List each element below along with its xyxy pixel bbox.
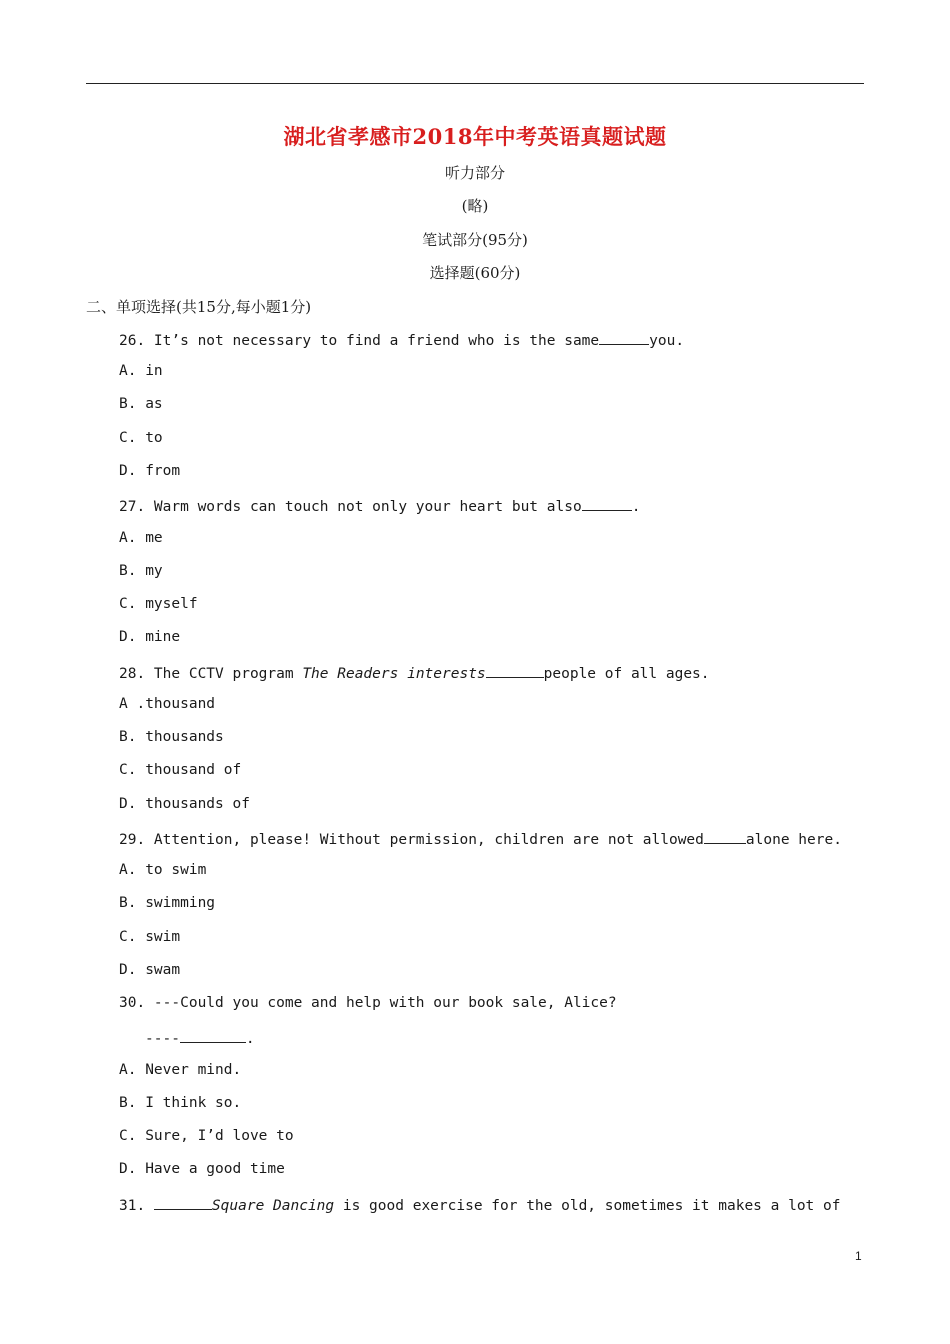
question-28: 28. The CCTV program The Readers interests people of all ages. bbox=[119, 663, 710, 682]
option-26-a: A. in bbox=[119, 363, 163, 379]
option-27-d: D. mine bbox=[119, 629, 181, 645]
option-30-b: B. I think so. bbox=[119, 1095, 242, 1111]
section-heading: 二、单项选择(共15分,每小题1分) bbox=[86, 298, 312, 316]
option-30-d: D. Have a good time bbox=[119, 1161, 285, 1177]
option-29-d: D. swam bbox=[119, 962, 181, 978]
question-30-reply: ---- . bbox=[145, 1028, 255, 1047]
option-28-a: A .thousand bbox=[119, 696, 216, 712]
option-26-b: B. as bbox=[119, 396, 163, 412]
option-26-d: D. from bbox=[119, 463, 181, 479]
answer-blank bbox=[486, 663, 544, 678]
option-27-a: A. me bbox=[119, 530, 163, 546]
option-28-d: D. thousands of bbox=[119, 796, 250, 812]
written-heading: 笔试部分(95分) bbox=[422, 231, 528, 249]
option-29-b: B. swimming bbox=[119, 895, 216, 911]
listening-omitted: (略) bbox=[461, 197, 489, 215]
exam-title: 湖北省孝感市2018年中考英语真题试题 bbox=[283, 124, 667, 149]
listening-heading: 听力部分 bbox=[444, 164, 505, 182]
option-28-c: C. thousand of bbox=[119, 762, 242, 778]
option-27-b: B. my bbox=[119, 563, 163, 579]
option-30-c: C. Sure, I’d love to bbox=[119, 1128, 294, 1144]
page-number: 1 bbox=[855, 1249, 862, 1263]
question-26: 26. It’s not necessary to find a friend who is the same you. bbox=[119, 330, 684, 349]
question-30: 30. ---Could you come and help with our book sale, Alice? bbox=[119, 995, 617, 1011]
answer-blank bbox=[154, 1195, 212, 1210]
option-29-a: A. to swim bbox=[119, 862, 207, 878]
header-rule bbox=[86, 83, 864, 84]
option-27-c: C. myself bbox=[119, 596, 198, 612]
answer-blank bbox=[180, 1028, 246, 1043]
question-29: 29. Attention, please! Without permission, children are not allowed alone here. bbox=[119, 829, 842, 848]
option-28-b: B. thousands bbox=[119, 729, 224, 745]
question-27: 27. Warm words can touch not only your heart but also . bbox=[119, 496, 640, 515]
option-30-a: A. Never mind. bbox=[119, 1062, 242, 1078]
question-31: 31. Square Dancing is good exercise for the old, sometimes it makes a lot of bbox=[119, 1195, 840, 1214]
choice-heading: 选择题(60分) bbox=[429, 264, 521, 282]
answer-blank bbox=[704, 829, 746, 844]
answer-blank bbox=[599, 330, 649, 345]
option-29-c: C. swim bbox=[119, 929, 181, 945]
answer-blank bbox=[582, 496, 632, 511]
option-26-c: C. to bbox=[119, 430, 163, 446]
